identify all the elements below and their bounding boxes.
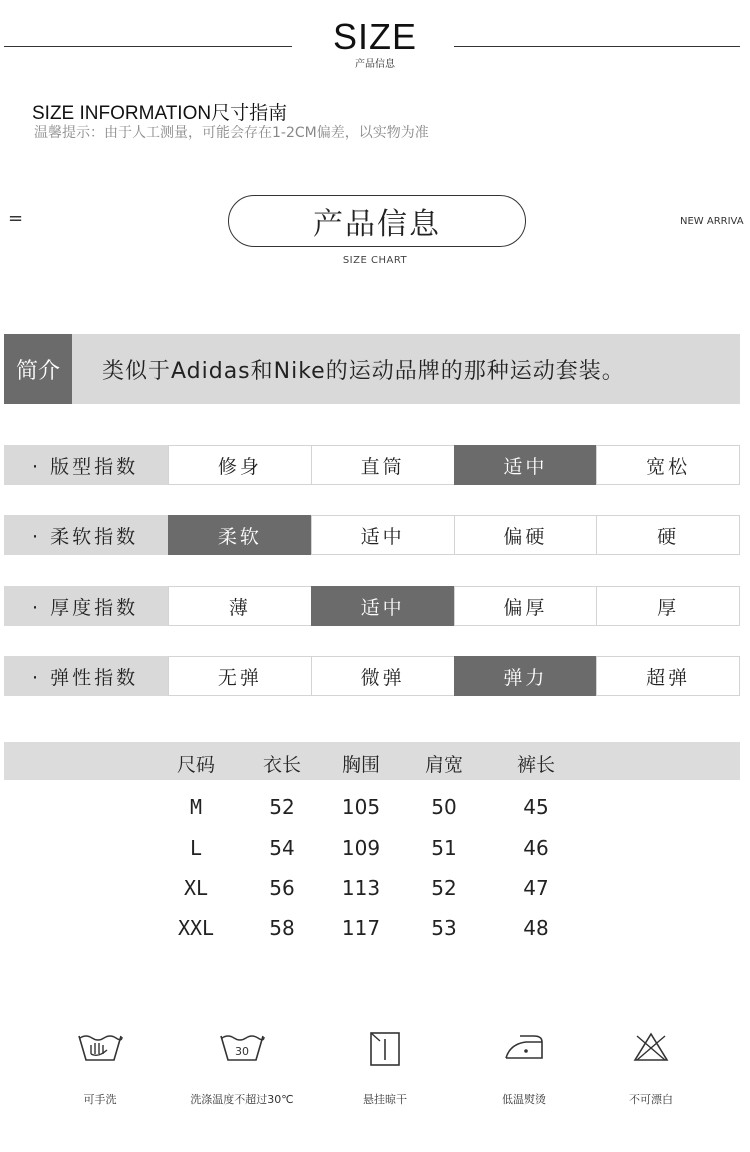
measurement-cell: 117 [341,916,381,940]
new-arrival-label: NEW ARRIVA [680,216,744,227]
index-option: 偏硬 [454,515,598,555]
index-option: 直筒 [311,445,455,485]
size-cell: M [189,795,203,819]
measurement-cell: 53 [431,916,457,940]
edge-mark: = [8,208,24,229]
index-option: 修身 [168,445,312,485]
low-iron-icon [464,1030,584,1064]
intro-label: 简介 [4,334,72,404]
size-table-column-header: 肩宽 [424,754,463,776]
product-info-pill: 产品信息 [228,195,526,247]
size-cell: L [189,836,203,860]
care-label: 洗涤温度不超过30℃ [190,1093,294,1106]
index-option: 偏厚 [454,586,598,626]
page-subtitle: 产品信息 [355,59,395,70]
measurement-cell: 48 [523,916,549,940]
care-label: 低温熨烫 [502,1093,546,1106]
size-info-note: 温馨提示：由于人工测量，可能会存在1-2CM偏差，以实物为准 [34,125,429,141]
size-table-column-header: 尺码 [176,754,215,776]
intro-text: 类似于Adidas和Nike的运动品牌的那种运动套装。 [102,358,625,384]
index-option-selected: 柔软 [168,515,312,555]
size-chart-label: SIZE CHART [342,255,408,266]
measurement-cell: 45 [523,795,549,819]
index-label: · 厚度指数 [4,586,169,626]
size-table-column-header: 衣长 [262,754,301,776]
index-option-selected: 适中 [454,445,598,485]
index-option-selected: 弹力 [454,656,598,696]
svg-text:30: 30 [235,1045,249,1058]
care-label: 悬挂晾干 [363,1093,407,1106]
wash-30-icon [182,1030,302,1064]
size-table-column-header: 胸围 [341,754,380,776]
index-option: 厚 [596,586,740,626]
index-option: 硬 [596,515,740,555]
index-option: 适中 [311,515,455,555]
measurement-cell: 54 [269,836,295,860]
measurement-cell: 58 [269,916,295,940]
care-label: 可手洗 [83,1093,117,1106]
index-option: 薄 [168,586,312,626]
index-row [4,586,740,626]
index-row [4,656,740,696]
measurement-cell: 52 [431,876,457,900]
index-option: 超弹 [596,656,740,696]
measurement-cell: 46 [523,836,549,860]
measurement-cell: 56 [269,876,295,900]
measurement-cell: 47 [523,876,549,900]
measurement-cell: 109 [341,836,381,860]
index-option: 微弹 [311,656,455,696]
care-label: 不可漂白 [629,1093,673,1106]
hang-dry-icon [325,1030,445,1068]
measurement-cell: 51 [431,836,457,860]
size-cell: XXL [177,916,215,940]
index-label: · 柔软指数 [4,515,169,555]
index-option: 无弹 [168,656,312,696]
no-bleach-icon [591,1030,711,1064]
intro-bar [4,334,740,404]
size-cell: XL [183,876,209,900]
measurement-cell: 52 [269,795,295,819]
page-title: SIZE [332,16,417,57]
hand-wash-icon [40,1030,160,1064]
index-row [4,445,740,485]
index-label: · 弹性指数 [4,656,169,696]
size-table-column-header: 裤长 [516,754,555,776]
index-option-selected: 适中 [311,586,455,626]
measurement-cell: 113 [341,876,381,900]
measurement-cell: 50 [431,795,457,819]
index-label: · 版型指数 [4,445,169,485]
index-option: 宽松 [596,445,740,485]
index-row [4,515,740,555]
size-info-title: SIZE INFORMATION尺寸指南 [32,103,288,124]
measurement-cell: 105 [341,795,381,819]
